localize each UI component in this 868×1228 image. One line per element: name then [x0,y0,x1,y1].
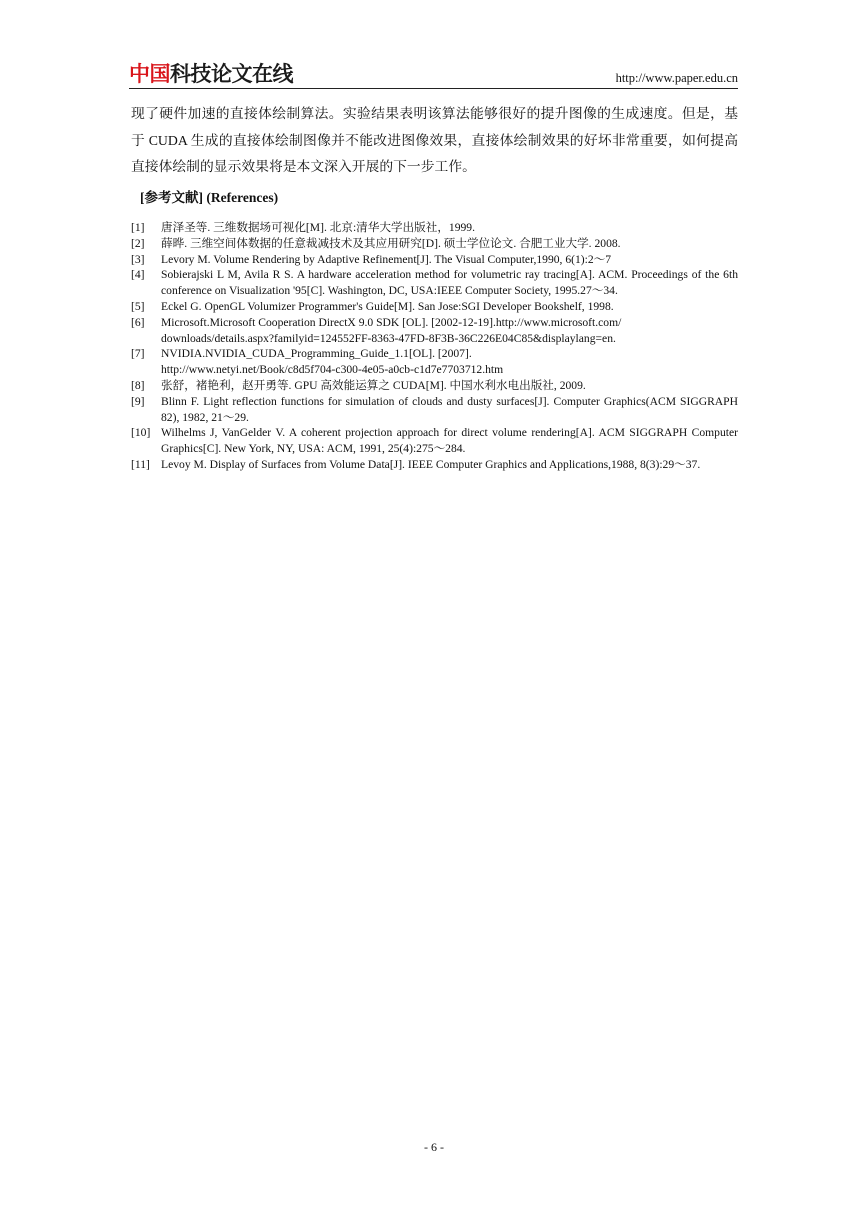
body-paragraph: 现了硬件加速的直接体绘制算法。实验结果表明该算法能够很好的提升图像的生成速度。但是，基于 CUDA 生成的直接体绘制图像并不能改进图像效果，直接体绘制效果的好坏非常重要，如何提高直接体绘制的显示效果将是本文深入开展的下一步工作。 [131,106,738,174]
reference-text: Levory M. Volume Rendering by Adaptive Refinement[J]. The Visual Computer,1990, 6(1):2～7 [161,252,612,266]
reference-number: [7] [131,347,145,361]
reference-text: Eckel G. OpenGL Volumizer Programmer's Guide[M]. San Jose:SGI Developer Bookshelf, 1998. [161,299,614,313]
header-rule [129,88,738,89]
reference-text: 唐泽圣等. 三维数据场可视化[M]. 北京:清华大学出版社，1999. [161,221,475,234]
reference-number: [9] [131,394,145,408]
reference-text-line: NVIDIA.NVIDIA_CUDA_Programming_Guide_1.1[OL]. [2007]. [161,347,472,361]
reference-number: [1] [131,221,145,234]
reference-text-line: http://www.netyi.net/Book/c8d5f704-c300-4e05-a0cb-c1d7e7703712.htm [161,363,504,377]
reference-item [131,457,738,473]
reference-item [131,346,738,378]
logo-black-text: 科技论文在线 [170,62,293,86]
reference-number: [8] [131,378,145,392]
reference-text: Sobierajski L M, Avila R S. A hardware acceleration method for volumetric ray tracing[A]. ACM. Proceedings of the 6th conference on Visualization '95[C]. Washington, DC, USA:IEEE Computer Society, 1995.27～34. [161,268,738,298]
references-list [131,220,738,473]
reference-item [131,236,738,252]
site-logo [129,62,293,86]
logo-red-text: 中国 [129,62,170,86]
reference-text-line: downloads/details.aspx?familyid=124552FF-8363-47FD-8F3B-36C226E04C85&displaylang=en. [161,331,616,345]
reference-number: [11] [131,457,150,471]
reference-number: [4] [131,268,145,282]
references-title: [参考文献] (References) [140,190,279,205]
reference-item [131,394,738,426]
reference-number: [2] [131,236,145,250]
reference-item [131,299,738,315]
reference-number: [3] [131,252,145,266]
reference-text: Wilhelms J, VanGelder V. A coherent projection approach for direct volume rendering[A]. ACM SIGGRAPH Computer Graphics[C]. New York, NY, USA: ACM, 1991, 25(4):275～284. [161,426,738,456]
reference-item [131,315,738,347]
reference-text: 薛晔. 三维空间体数据的任意裁减技术及其应用研究[D]. 硕士学位论文. 合肥工业大学. 2008. [161,236,621,250]
reference-item [131,378,738,394]
header-url: http://www.paper.edu.cn [615,71,738,85]
reference-item [131,252,738,268]
reference-number: [10] [131,426,151,440]
reference-item [131,425,738,457]
reference-text: Levoy M. Display of Surfaces from Volume Data[J]. IEEE Computer Graphics and Applications,1988, 8(3):29～37. [161,457,701,471]
reference-number: [5] [131,299,145,313]
reference-text: Blinn F. Light reflection functions for simulation of clouds and dusty surfaces[J]. Computer Graphics(ACM SIGGRAPH 82), 1982, 21～29. [161,394,738,424]
page-number: - 6 - [424,1140,444,1154]
body-paragraph-block [131,101,738,181]
reference-item [131,267,738,299]
reference-text-line: Microsoft.Microsoft Cooperation DirectX 9.0 SDK [OL]. [2002-12-19].http://www.microsoft.com/ [161,315,622,329]
page-header [129,62,738,88]
reference-number: [6] [131,315,145,329]
reference-text: 张舒，褚艳利，赵开勇等. GPU 高效能运算之 CUDA[M]. 中国水利水电出版社, 2009. [161,378,586,392]
reference-item [131,220,738,236]
